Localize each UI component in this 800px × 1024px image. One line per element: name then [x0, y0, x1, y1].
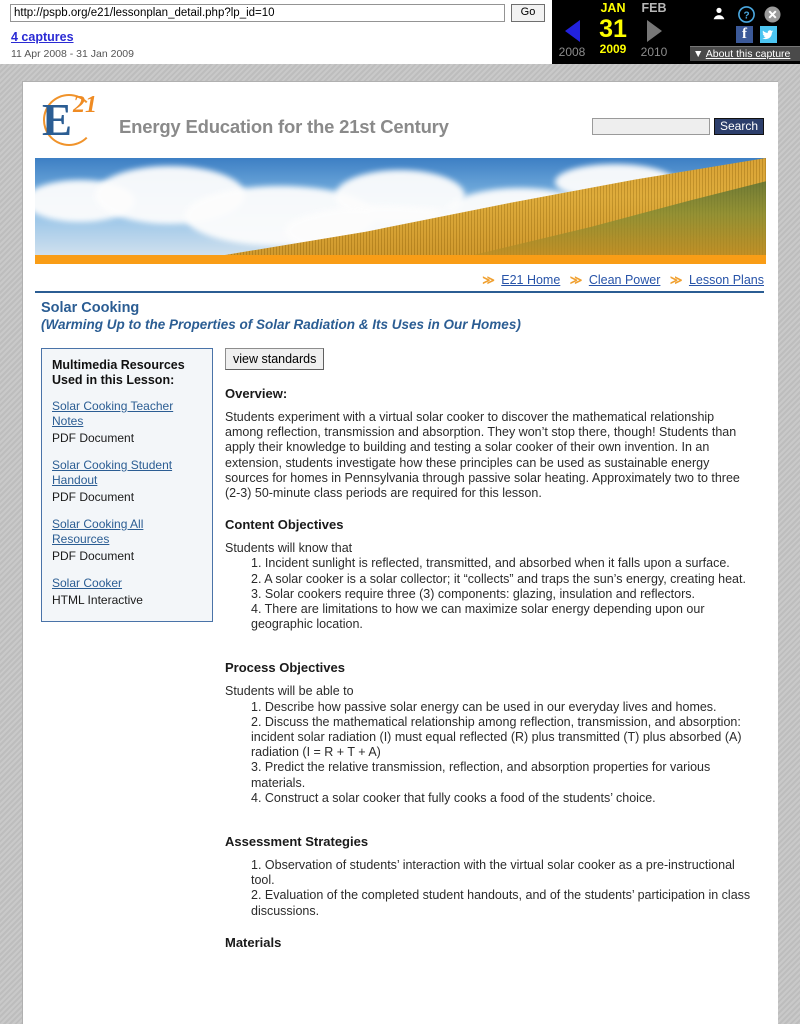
- wayback-right-panel: [674, 0, 800, 64]
- current-year-label: 2009: [599, 42, 627, 56]
- overview-text: Students experiment with a virtual solar cooker to discover the mathematical relationship among reflection, transmission and absorption. They won’t stop there, though! Students than apply their knowledge to building and testing a solar cooker of their own invention. In an extension, students investigate how these principles can be used as sustainable energy sources for homes in Pennsylvania through passive solar heating. Approximately two to three (2-3) 50-minute class periods are required for this lesson.: [225, 410, 740, 501]
- logo-letter: E: [42, 95, 73, 145]
- e21-logo[interactable]: [35, 89, 105, 151]
- breadcrumb-chevron-icon: ≫: [669, 273, 683, 287]
- prev-capture-column[interactable]: [552, 0, 592, 64]
- search-box: [592, 118, 764, 135]
- sidebar-heading: Multimedia Resources Used in this Lesson:: [52, 358, 185, 387]
- current-day-label: 31: [599, 15, 627, 43]
- resource-type: PDF Document: [52, 431, 135, 445]
- list-item: 3. Solar cookers require three (3) components: glazing, insulation and reflectors.: [251, 586, 695, 601]
- next-year-label: 2010: [640, 45, 668, 59]
- banner-image: [35, 158, 766, 255]
- breadcrumb-item-lesson-plans[interactable]: Lesson Plans: [688, 273, 764, 287]
- prev-arrow-icon[interactable]: [565, 20, 580, 42]
- body-layout: [23, 348, 778, 959]
- content-objectives-lead: Students will know that: [225, 541, 353, 556]
- logo-superscript: 21: [73, 92, 97, 118]
- twitter-icon[interactable]: [760, 26, 777, 43]
- current-capture-column[interactable]: [592, 0, 634, 64]
- overview-heading: Overview:: [225, 386, 288, 401]
- multimedia-resources-panel: [41, 348, 213, 622]
- wayback-left-panel: [0, 0, 552, 64]
- current-month-label: JAN: [600, 1, 626, 15]
- capture-date-range: 11 Apr 2008 - 31 Jan 2009: [11, 48, 134, 60]
- next-month-label: FEB: [641, 1, 667, 15]
- page-subtitle: (Warming Up to the Properties of Solar Radiation & Its Uses in Our Homes): [41, 317, 521, 332]
- resource-item: [52, 458, 202, 506]
- site-header: [23, 82, 778, 158]
- about-this-capture-button[interactable]: [690, 46, 800, 61]
- about-this-capture-label: About this capture: [705, 48, 791, 60]
- process-objectives-list: [225, 700, 755, 806]
- content-objectives-list: [225, 556, 755, 632]
- page-title: Solar Cooking: [41, 300, 140, 316]
- resource-item: [52, 399, 202, 447]
- resource-type: HTML Interactive: [52, 593, 143, 607]
- breadcrumb-chevron-icon: ≫: [482, 273, 495, 287]
- list-item: 1. Incident sunlight is reflected, transmitted, and absorbed when it falls upon a surface.: [251, 556, 730, 571]
- go-button[interactable]: Go: [511, 4, 545, 22]
- list-item: 3. Predict the relative transmission, reflection, and absorption properties for various materials.: [251, 760, 711, 790]
- assessment-strategies-list: [225, 858, 755, 919]
- materials-heading: Materials: [225, 934, 282, 950]
- list-item: 2. A solar cooker is a solar collector; it “collects” and traps the sun’s energy, creating heat.: [251, 571, 746, 586]
- facebook-icon[interactable]: f: [736, 26, 753, 43]
- section-spacer: [225, 806, 755, 820]
- search-button[interactable]: Search: [714, 118, 764, 135]
- wayback-url-row: [10, 4, 545, 22]
- resource-item: [52, 576, 202, 609]
- url-input[interactable]: [10, 4, 505, 22]
- prev-year-label: 2008: [558, 45, 586, 59]
- resource-item: [52, 517, 202, 565]
- resource-type: PDF Document: [52, 490, 135, 504]
- site-tagline: Energy Education for the 21st Century: [119, 116, 449, 137]
- list-item: 2. Evaluation of the completed student handouts, and of the students’ participation in class discussions.: [251, 888, 751, 918]
- wayback-date-navigator: [552, 0, 674, 64]
- assessment-strategies-heading: Assessment Strategies: [225, 834, 369, 850]
- lesson-content: [225, 348, 765, 959]
- list-item: 1. Observation of students’ interaction with the virtual solar cooker as a pre-instructional tool.: [251, 858, 735, 888]
- about-chevron-down-icon: ▼: [693, 48, 704, 60]
- resource-link-solar-cooker[interactable]: Solar Cooker: [52, 576, 123, 590]
- resource-type: PDF Document: [52, 549, 135, 563]
- user-account-icon[interactable]: [710, 4, 728, 22]
- close-icon[interactable]: [764, 6, 781, 23]
- help-icon[interactable]: [738, 6, 755, 23]
- next-arrow-icon[interactable]: [647, 20, 662, 42]
- content-objectives-heading: Content Objectives: [225, 517, 344, 533]
- breadcrumb-chevron-icon: ≫: [569, 273, 583, 287]
- resource-link-all-resources[interactable]: Solar Cooking All Resources: [52, 517, 144, 546]
- process-objectives-lead: Students will be able to: [225, 684, 354, 699]
- section-spacer: [225, 632, 755, 646]
- wayback-toolbar: [0, 0, 800, 64]
- captures-link[interactable]: 4 captures: [11, 30, 74, 44]
- view-standards-button[interactable]: view standards: [225, 348, 324, 370]
- list-item: 2. Discuss the mathematical relationship among reflection, transmission, and absorption: incident solar radiation (I) must equal reflected (R) plus transmitted (T) plus absorbed (A) radiation (I = R + T + A): [251, 714, 742, 760]
- svg-text:?: ?: [743, 10, 750, 22]
- breadcrumb: [35, 273, 764, 293]
- search-input[interactable]: [592, 118, 710, 135]
- process-objectives-heading: Process Objectives: [225, 660, 345, 676]
- prev-month-label: SEP: [559, 1, 585, 15]
- list-item: 4. There are limitations to how we can maximize solar energy depending upon our geographic location.: [251, 602, 705, 632]
- next-capture-column[interactable]: [634, 0, 674, 64]
- list-item: 1. Describe how passive solar energy can be used in our everyday lives and homes.: [251, 699, 717, 714]
- breadcrumb-item-e21-home[interactable]: E21 Home: [501, 273, 561, 287]
- resource-link-student-handout[interactable]: Solar Cooking Student Handout: [52, 458, 173, 487]
- breadcrumb-item-clean-power[interactable]: Clean Power: [588, 273, 661, 287]
- list-item: 4. Construct a solar cooker that fully cooks a food of the students’ choice.: [251, 790, 656, 805]
- page-container: [22, 81, 778, 1024]
- orange-divider-bar: [35, 255, 766, 264]
- resource-link-teacher-notes[interactable]: Solar Cooking Teacher Notes: [52, 399, 174, 428]
